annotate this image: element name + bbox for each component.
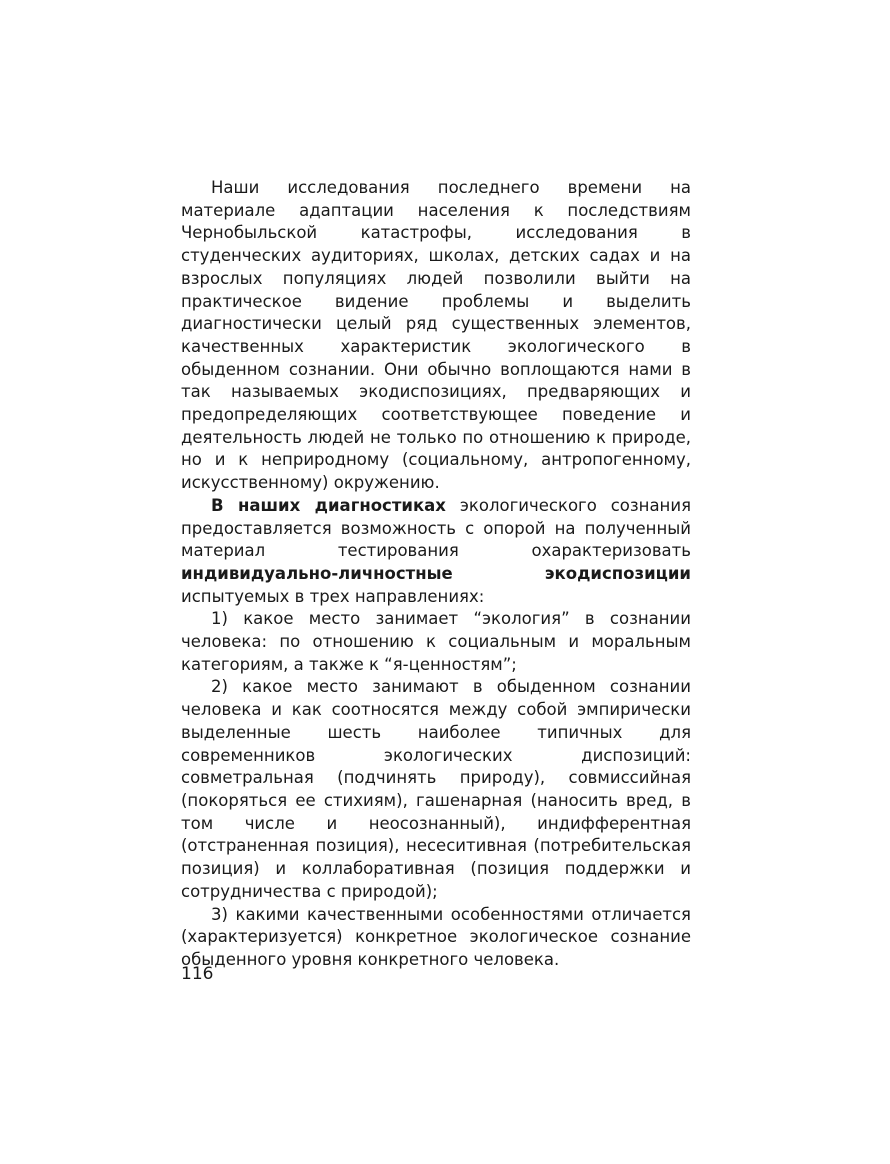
list-item: 1) какое место занимает “экология” в сознании человека: по отношению к социальным и моральным категориям, а также к “я-ценностям”; [181,609,691,674]
body-text [181,177,691,972]
bold-term-ecodispositions: индивидуально-личностные экодиспозиции [181,563,691,583]
paragraph-intro: Наши исследования последнего времени на материале адаптации населения к последствиям Чернобыльской катастрофы, исследования в студенческих аудиториях, школах, детских садах и на взрослых популяциях людей позволили выйти на практическое видение проблемы и выделить диагностически целый ряд существенных элементов, качественных характеристик экологического в обыденном сознании. Они обычно воплощаются нами в так называемых экодиспозициях, предваряющих и предопределяющих соответствующее поведение и деятельность людей не только по отношению к природе, но и к неприродному (социальному, антропогенному, искусственному) окружению. [181,178,691,493]
paragraph-diagnostics-text-b: испытуемых в трех направлениях: [181,586,485,606]
paragraph-diagnostics [181,495,691,609]
list-item: 2) какое место занимают в обыденном сознании человека и как соотносятся между собой эмпирически выделенные шесть наиболее типичных для современников экологических диспозиций: совметральная (подчинять природу), совмиссийная (покоряться ее стихиям), гашенарная (наносить вред, в том числе и неосознанный), индифферентная (отстраненная позиция), несеситивная (потребительская позиция) и коллаборативная (позиция поддержки и сотрудничества с природой); [181,677,691,901]
list-item: 3) какими качественными особенностями отличается (характеризуется) конкретное экологическое сознание обыденного уровня конкретного человека. [181,904,691,969]
bold-lead-phrase: В наших диагностиках [211,495,446,515]
paragraph-diagnostics-text-a: экологического сознания предоставляется возможность с опорой на полученный материал тестирования охарактеризовать [181,495,691,561]
page-number: 116 [181,964,214,984]
